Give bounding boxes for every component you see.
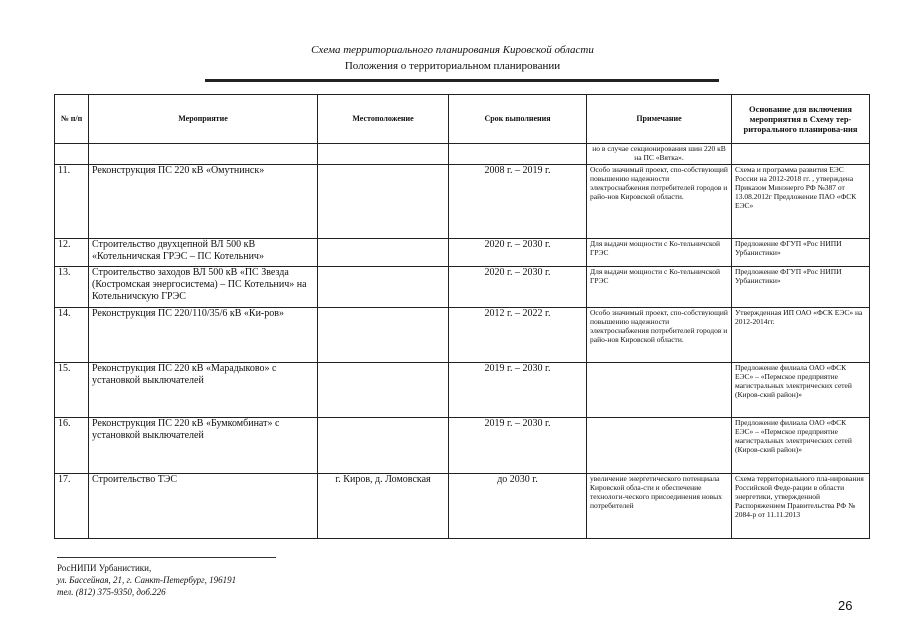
cell-location — [318, 239, 449, 267]
table-header-row — [55, 95, 870, 144]
cell-location — [318, 418, 449, 474]
cell-num: 12. — [55, 239, 89, 267]
cell-basis: Предложение филиала ОАО «ФСК ЕЭС» – «Пермское предприятие магистральных электрических сетей (Киров-ский район)» — [732, 418, 870, 474]
cell-num: 17. — [55, 474, 89, 539]
cell-location — [318, 165, 449, 239]
cell-num — [55, 144, 89, 165]
document-title: Схема территориального планирования Кировской области — [311, 44, 594, 56]
footer-contacts — [57, 562, 236, 598]
cell-term: 2019 г. – 2030 г. — [449, 418, 587, 474]
header-divider — [205, 79, 719, 82]
footer-address: ул. Бассейная, 21, г. Санкт-Петербург, 196191 — [57, 575, 237, 585]
table-row — [55, 308, 870, 363]
cell-num: 15. — [55, 363, 89, 418]
cell-term: 2020 г. – 2030 г. — [449, 267, 587, 308]
cell-num: 14. — [55, 308, 89, 363]
cell-note: Особо значимый проект, спо-собствующий повышению надежности электроснабжения потребителей городов и райо-нов Кировской области. — [587, 308, 732, 363]
table-row — [55, 363, 870, 418]
cell-note: увеличение энергетического потенциала Кировской обла-сти и обеспечение технологи-ческого присоединения новых потребителей — [587, 474, 732, 539]
cell-note — [587, 418, 732, 474]
col-header-location: Местоположение — [318, 95, 449, 144]
table-row — [55, 418, 870, 474]
document-subtitle: Положения о территориальном планировании — [344, 60, 561, 72]
cell-event: Реконструкция ПС 220 кВ «Бумкомбинат» с установкой выключателей — [89, 418, 318, 474]
cell-location — [318, 144, 449, 165]
cell-term: 2012 г. – 2022 г. — [449, 308, 587, 363]
cell-note: но в случае секционирования шин 220 кВ на ПС «Вятка». — [587, 144, 732, 165]
cell-event: Строительство ТЭС — [89, 474, 318, 539]
col-header-basis: Основание для включения мероприятия в Схему тер-риторального планирова-ния — [732, 95, 870, 144]
cell-basis: Схема территориального пла-нирования Российской Феде-рации в области энергетики, утвержденной Распоряжением Правительства РФ № 2084-р от 11.11.2013 — [732, 474, 870, 539]
cell-note: Для выдачи мощности с Ко-тельничской ГРЭС — [587, 239, 732, 267]
cell-term — [449, 144, 587, 165]
cell-event: Реконструкция ПС 220/110/35/6 кВ «Ки-ров» — [89, 308, 318, 363]
table-row — [55, 474, 870, 539]
footer-phone: тел. (812) 375-9350, доб.226 — [57, 587, 166, 597]
cell-num: 11. — [55, 165, 89, 239]
cell-num: 16. — [55, 418, 89, 474]
table-row-continuation — [55, 144, 870, 165]
cell-basis: Предложение ФГУП «Рос НИПИ Урбанистики» — [732, 239, 870, 267]
cell-location: г. Киров, д. Ломовская — [318, 474, 449, 539]
cell-note: Особо значимый проект, спо-собствующий повышению надежности электроснабжения потребителей городов и райо-нов Кировской области. — [587, 165, 732, 239]
page-number: 26 — [838, 598, 853, 613]
cell-term: 2020 г. – 2030 г. — [449, 239, 587, 267]
table-row — [55, 239, 870, 267]
cell-basis: Предложение ФГУП «Рос НИПИ Урбанистики» — [732, 267, 870, 308]
cell-basis: Предложение филиала ОАО «ФСК ЕЭС» – «Пермское предприятие магистральных электрических сетей (Киров-ский район)» — [732, 363, 870, 418]
cell-event: Реконструкция ПС 220 кВ «Омутнинск» — [89, 165, 318, 239]
cell-basis: Схема и программа развития ЕЭС России на 2012-2018 гг. , утверждена Приказом Минэнерго РФ №387 от 13.08.2012г Предложение ПАО «ФСК ЕЭС» — [732, 165, 870, 239]
cell-note: Для выдачи мощности с Ко-тельничской ГРЭС — [587, 267, 732, 308]
cell-event: Строительство двухцепной ВЛ 500 кВ «Котельничская ГРЭС – ПС Котельнич» — [89, 239, 318, 267]
measures-table — [54, 94, 870, 539]
cell-num: 13. — [55, 267, 89, 308]
cell-basis — [732, 144, 870, 165]
cell-term: 2019 г. – 2030 г. — [449, 363, 587, 418]
col-header-note: Примечание — [587, 95, 732, 144]
footer-divider — [57, 557, 276, 558]
cell-term: 2008 г. – 2019 г. — [449, 165, 587, 239]
cell-location — [318, 308, 449, 363]
cell-event: Строительство заходов ВЛ 500 кВ «ПС Звезда (Костромская энергосистема) – ПС Котельнич» на Котельничскую ГРЭС — [89, 267, 318, 308]
table-row — [55, 267, 870, 308]
cell-event: Реконструкция ПС 220 кВ «Марадыково» с установкой выключателей — [89, 363, 318, 418]
cell-location — [318, 267, 449, 308]
col-header-num: № п/п — [55, 95, 89, 144]
table-row — [55, 165, 870, 239]
cell-location — [318, 363, 449, 418]
cell-basis: Утвержденная ИП ОАО «ФСК ЕЭС» на 2012-2014гг. — [732, 308, 870, 363]
col-header-event: Мероприятие — [89, 95, 318, 144]
footer-org: РосНИПИ Урбанистики, — [57, 563, 152, 573]
cell-note — [587, 363, 732, 418]
cell-term: до 2030 г. — [449, 474, 587, 539]
col-header-term: Срок выполнения — [449, 95, 587, 144]
cell-event — [89, 144, 318, 165]
